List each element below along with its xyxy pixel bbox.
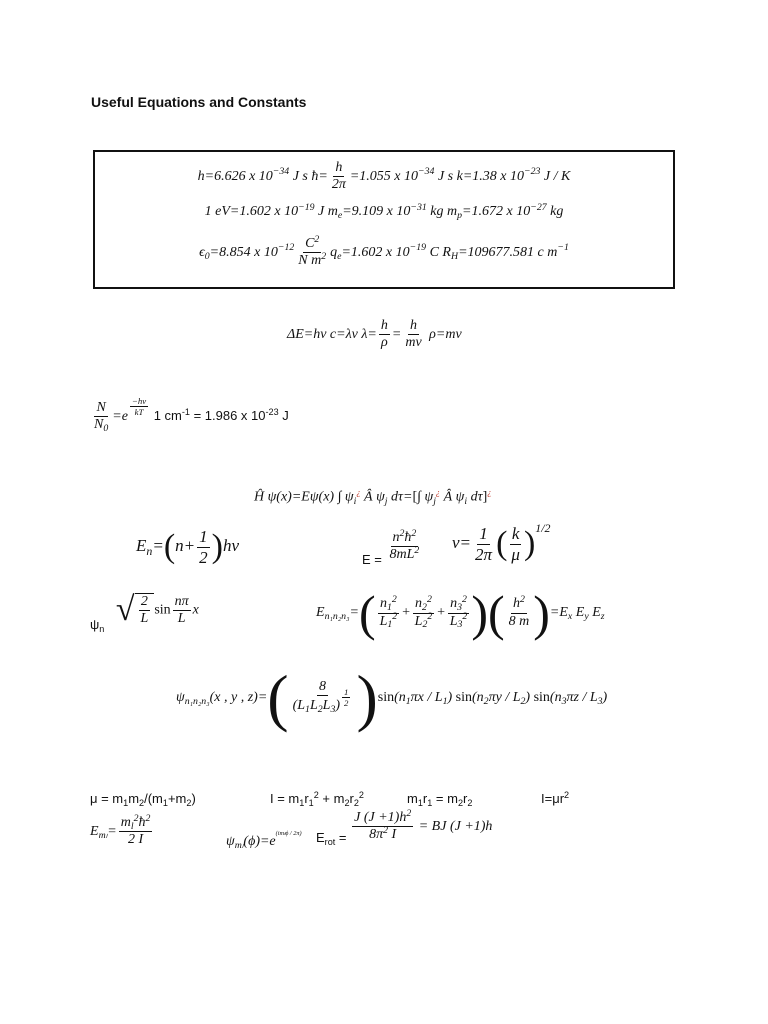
- constants-box: [93, 150, 675, 289]
- rotational-energy-equation: $E_{rot}$ = $\frac{J (J +1)h^2}{8\pi^2 I}$ = BJ (J +1)h: [316, 807, 493, 847]
- mass-balance-equation: $m_1r_1 = m_2r_2$: [407, 791, 473, 808]
- operator-equation: Ĥ ψ(x)=Eψ(x) ∫ $\psi_i^¿$ Â $\psi_j$ dτ=[∫ $\psi_j^¿$ Â $\psi_i$ dτ]¿: [254, 488, 492, 507]
- rotor-energy-equation: $E_{m_l}=$ $\frac{m_l^2ħ^2}{2 I}$: [90, 812, 151, 848]
- constants-row-1: h=6.626 x $10^{-34}$ J s ħ= $\frac{h}{2\pi}$ =1.055 x $10^{-34}$ J s k=1.38 x $10^{-23}$ J / K: [197, 160, 571, 193]
- moment-of-inertia-equation: $I = m_1r_1^2 + m_2r_2^2$: [270, 790, 364, 808]
- reduced-mass-equation: $\mu = m_1m_2/(m_1+m_2)$: [90, 791, 196, 808]
- harmonic-energy-equation: $E_n=(n+$ $\frac{1}{2}$ )hν: [136, 527, 240, 567]
- energy-relations-equation: ΔE=hν c=λν λ= $\frac{h}{\rho}$ = $\frac{h}{mv}$ ρ=mv: [287, 318, 462, 351]
- constants-row-3: $\epsilon_0=8.854$ x $10^{-12}$ $\frac{C^2}{N m^2}$ $q_e=1.602$ x $10^{-19}$ C $R_H=109677.581$ c $m^{-1}$: [199, 233, 569, 269]
- rotor-wavefunction-equation: $\psi_{m_l}(\phi)=e^{(im_l\phi / 2\pi)}$: [226, 829, 302, 851]
- frequency-equation: ν= $\frac{1}{2\pi}$ ( $\frac{k}{\mu}$ )$^{1/2}$: [452, 521, 551, 564]
- wavefunction-3d-equation: $\psi_{n_1n_2n_3}(x$ , y , z)=( 8 $(L_1L_2L_3)$ $^{\frac{1}{2}}$ )$\sin(n_1\pi x / L_1)$ $\sin(n_2\pi y / L_2)$ $\sin(n_3\pi z / L_3)$: [176, 662, 608, 733]
- page-title: Useful Equations and Constants: [91, 94, 307, 110]
- boltzmann-equation: $\frac{N}{N_0}$ =e $^{\frac{-h\nu}{kT}}$ 1 $cm^{-1} = 1.986$ x $10^{-23}$ J: [94, 396, 289, 435]
- constants-row-2: 1 eV=1.602 x $10^{-19}$ J $m_e=9.109$ x $10^{-31}$ kg $m_p=1.672$ x $10^{-27}$ kg: [204, 201, 564, 221]
- inertia-reduced-mass-equation: $I=\mu r^2$: [541, 790, 570, 806]
- wavefunction-1d-equation: $\psi_n$ √ $\frac{2}{L}$ sin $\frac{n\pi}{L}$ x: [90, 591, 199, 635]
- energy-3d-equation: $E_{n_1n_2n_3}=$( $\frac{n_1^2}{L_1^2}$ + $\frac{n_2^2}{L_2^2}$ + $\frac{n_3^2}{L_3^2}$ )( $\frac{h^2}{8 m}$ )$=E_x$ $E_y$ $E_z$: [316, 585, 605, 641]
- box-energy-equation: E = $\frac{n^2ħ^2}{8mL^2}$: [362, 527, 420, 567]
